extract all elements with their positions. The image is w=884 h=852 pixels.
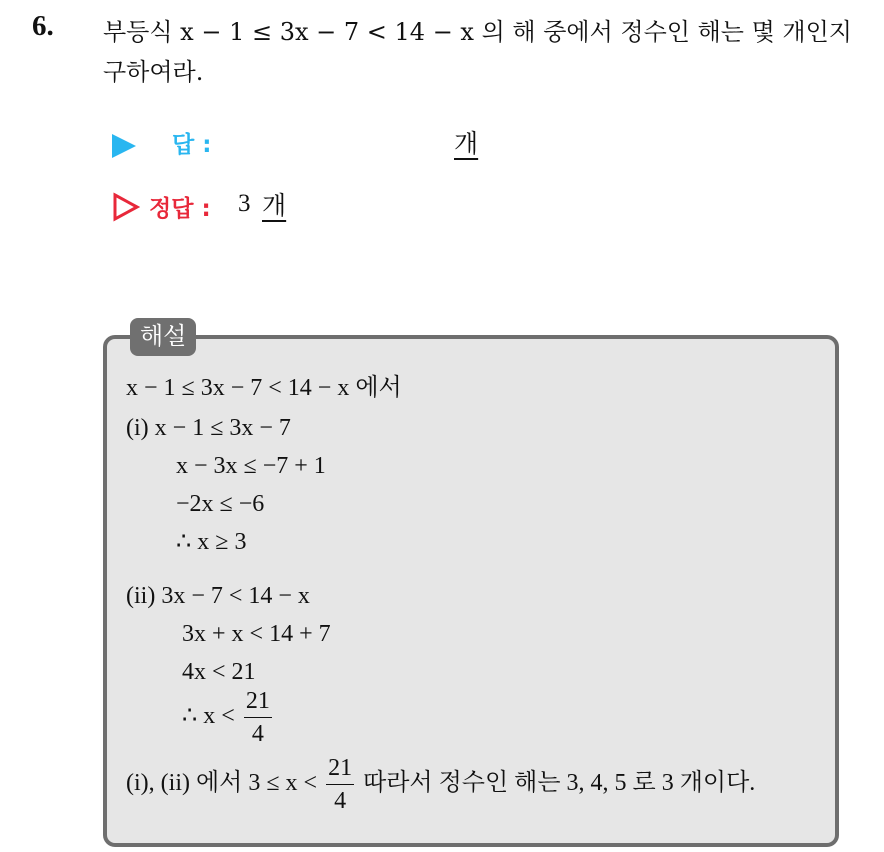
answer-row: [112, 124, 612, 168]
answer-label: 답 :: [172, 132, 212, 158]
correct-answer-unit: 개: [262, 191, 287, 220]
play-triangle-icon: [112, 134, 136, 158]
question-text: [103, 12, 873, 92]
question-text-line-2: 구하여라.: [103, 58, 204, 86]
conclusion-fraction-denominator: 4: [334, 788, 347, 814]
question-text-line-1: 부등식 x − 1 ≤ 3x − 7 < 14 − x 의 해 중에서 정수인 해는 몇 개인지: [103, 18, 852, 46]
case1-step-1: x − 3x ≤ −7 + 1: [176, 453, 326, 479]
conclusion-fraction-numerator: 21: [326, 752, 354, 785]
correct-answer-label: 정답 :: [149, 196, 211, 222]
conclusion-line: [126, 752, 755, 817]
fraction-numerator: 21: [244, 685, 272, 718]
case1-heading: (i) x − 1 ≤ 3x − 7: [126, 415, 291, 441]
outline-triangle-icon: [112, 192, 140, 222]
case2-step-3-prefix: ∴ x <: [182, 703, 235, 730]
case2-step-2: 4x < 21: [182, 659, 256, 685]
correct-answer-row: [112, 186, 612, 230]
fraction-denominator: 4: [251, 721, 264, 747]
conclusion-suffix: 따라서 정수인 해는 3, 4, 5 로 3 개이다.: [363, 770, 756, 797]
case2-heading: (ii) 3x − 7 < 14 − x: [126, 583, 310, 609]
question-number: 6.: [32, 10, 54, 42]
conclusion-fraction: [326, 752, 354, 817]
case2-step-1: 3x + x < 14 + 7: [182, 621, 331, 647]
case2-step-3: [182, 685, 275, 750]
case1-step-3: ∴ x ≥ 3: [176, 529, 247, 555]
answer-unit: 개: [454, 129, 479, 158]
explanation-tag: 해설: [130, 318, 196, 356]
explanation-intro: x − 1 ≤ 3x − 7 < 14 − x 에서: [126, 375, 402, 401]
correct-answer-value: 3: [238, 190, 251, 217]
case1-step-2: −2x ≤ −6: [176, 491, 265, 517]
fraction-21-over-4: [244, 685, 272, 750]
conclusion-prefix: (i), (ii) 에서 3 ≤ x <: [126, 770, 318, 797]
